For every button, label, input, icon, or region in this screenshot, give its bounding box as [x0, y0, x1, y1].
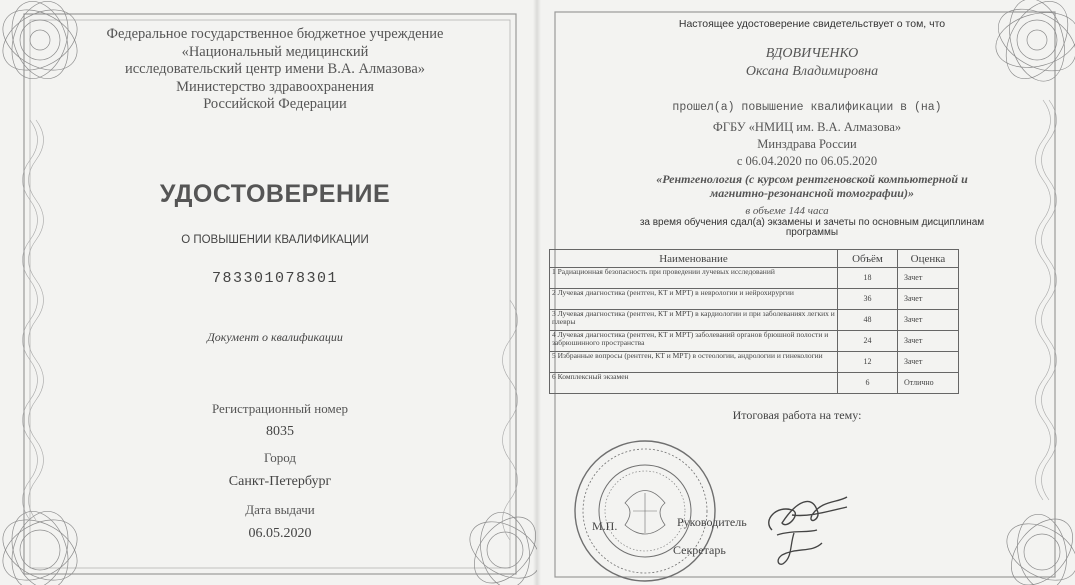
secretary-label: Секретарь [673, 543, 726, 557]
program-volume: в объеме 144 часа [745, 205, 829, 217]
document-type: Документ о квалификации [207, 330, 343, 344]
issuer-line: Российской Федерации [203, 96, 347, 112]
issuer-line: Федеральное государственное бюджетное учреждение [106, 26, 444, 42]
recipient-surname: ВДОВИЧЕНКО [765, 46, 859, 61]
issuer-line: исследовательский центр имени В.А. Алмазова» [124, 61, 426, 77]
discipline-grade: Зачет [898, 352, 959, 373]
ministry: Минздрава России [757, 137, 857, 151]
table-row [550, 373, 959, 394]
discipline-name: 3 Лучевая диагностика (рентген, КТ и МРТ) в кардиологии и при заболеваниях легких и плевры [550, 310, 838, 331]
issuer-block [60, 26, 490, 114]
table-row [550, 289, 959, 310]
serial-number: 783301078301 [211, 270, 339, 287]
issue-date: 06.05.2020 [248, 526, 312, 541]
city-value: Санкт-Петербург [228, 474, 332, 489]
corner-rosette-bottom-left [0, 504, 88, 585]
training-organization: ФГБУ «НМИЦ им. В.А. Алмазова» [712, 120, 902, 134]
city-label: Город [263, 450, 297, 465]
corner-rosette-bottom-right-page [997, 507, 1075, 585]
header-volume: Объём [838, 250, 898, 268]
table-row [550, 331, 959, 352]
disciplines-table [549, 249, 959, 394]
discipline-name: 5 Избранные вопросы (рентген, КТ и МРТ) в остеологии, андрологии и гинекологии [550, 352, 838, 373]
program-title-line: магнитно-резонансной томографии)» [710, 186, 914, 200]
issue-date-label: Дата выдачи [245, 502, 315, 517]
program-title [557, 172, 1067, 200]
discipline-name: 1 Радиационная безопасность при проведении лучевых исследований [550, 268, 838, 289]
completed-text: прошел(а) повышение квалификации в (на) [672, 101, 942, 114]
registration-label: Регистрационный номер [212, 401, 348, 416]
discipline-grade: Зачет [898, 289, 959, 310]
certificate-subtitle: О ПОВЫШЕНИИ КВАЛИФИКАЦИИ [181, 234, 369, 246]
discipline-grade: Зачет [898, 331, 959, 352]
exams-text [557, 218, 1067, 238]
discipline-volume: 6 [838, 373, 898, 394]
intro-text: Настоящее удостоверение свидетельствует о том, что [678, 18, 946, 30]
exams-text-line: за время обучения сдал(а) экзамены и зачеты по основным дисциплинам [639, 217, 985, 228]
table-row [550, 310, 959, 331]
registration-number: 8035 [266, 424, 294, 439]
header-grade: Оценка [898, 250, 959, 268]
recipient-given-names: Оксана Владимировна [745, 64, 879, 79]
table-row [550, 268, 959, 289]
exams-text-line: программы [785, 227, 839, 238]
stamp-label: М.П. [592, 519, 618, 533]
discipline-name: 6 Комплексный экзамен [550, 373, 838, 394]
training-period: с 06.04.2020 по 06.05.2020 [736, 154, 878, 168]
secretary-signature [762, 525, 842, 570]
table-header-row [550, 250, 959, 268]
head-label: Руководитель [677, 515, 747, 529]
certificate-left-page [0, 0, 537, 585]
issuer-line: «Национальный медицинский [181, 43, 369, 60]
header-name: Наименование [550, 250, 838, 268]
discipline-name: 4 Лучевая диагностика (рентген, КТ и МРТ) заболеваний органов брюшной полости и забрюшинного пространства [550, 331, 838, 352]
certificate-right-page [537, 0, 1075, 585]
discipline-volume: 36 [838, 289, 898, 310]
issuer-line: Министерство здравоохранения [176, 78, 374, 95]
discipline-name: 2 Лучевая диагностика (рентген, КТ и МРТ) в неврологии и нейрохирургии [550, 289, 838, 310]
discipline-volume: 24 [838, 331, 898, 352]
discipline-grade: Зачет [898, 268, 959, 289]
official-stamp-seal [555, 433, 735, 583]
discipline-grade: Отлично [898, 373, 959, 394]
discipline-volume: 12 [838, 352, 898, 373]
discipline-volume: 48 [838, 310, 898, 331]
program-title-line: «Рентгенология (с курсом рентгеновской компьютерной и [656, 172, 968, 186]
certificate-title: УДОСТОВЕРЕНИЕ [159, 180, 391, 208]
discipline-grade: Зачет [898, 310, 959, 331]
discipline-volume: 18 [838, 268, 898, 289]
final-work-label: Итоговая работа на тему: [732, 408, 862, 422]
table-row [550, 352, 959, 373]
